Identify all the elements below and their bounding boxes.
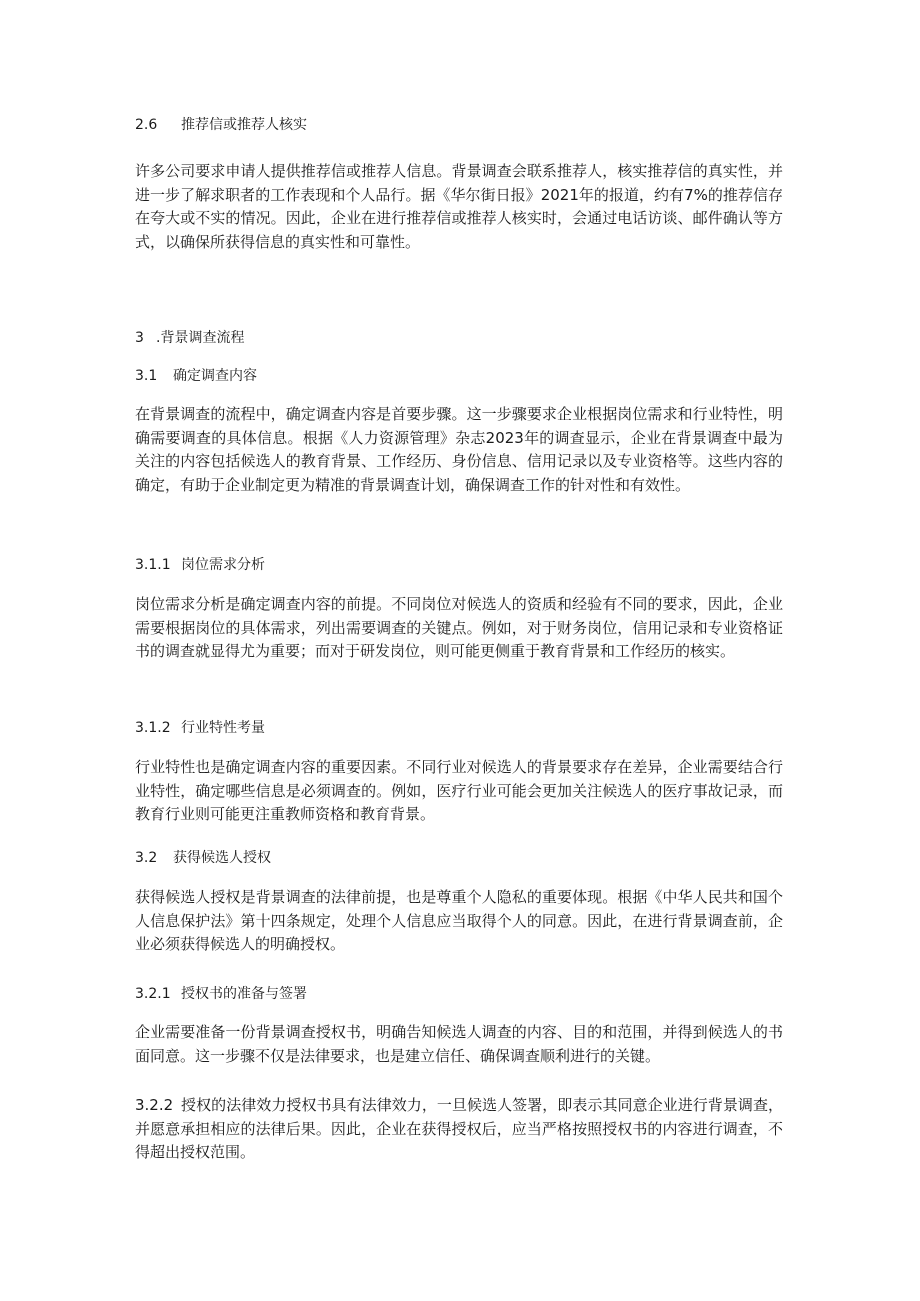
paragraph-3-1-2: 行业特性也是确定调查内容的重要因素。不同行业对候选人的背景要求存在差异，企业需要结合行业特性，确定哪些信息是必须调查的。例如，医疗行业可能会更加关注候选人的医疗事故记录，而教育行业则可能更注重教师资格和教育背景。 (135, 758, 783, 824)
heading-number: 3 (135, 330, 144, 346)
paragraph-3-2-2-text: 授权的法律效力授权书具有法律效力，一旦候选人签署，即表示其同意企业进行背景调查，并愿意承担相应的法律后果。因此，企业在获得授权后，应当严格按照授权书的内容进行调查，不得超出授权范围。 (135, 1096, 783, 1162)
heading-3-1-2 (135, 718, 265, 738)
heading-title: 行业特性考量 (181, 720, 265, 736)
heading-number: 3.2.1 (135, 986, 171, 1002)
heading-number: 3.1.2 (135, 720, 171, 736)
paragraph-3-1-1: 岗位需求分析是确定调查内容的前提。不同岗位对候选人的资质和经验有不同的要求，因此，企业需要根据岗位的具体需求，列出需要调查的关键点。例如，对于财务岗位，信用记录和专业资格证书的调查就显得尤为重要；而对于研发岗位，则可能更侧重于教育背景和工作经历的核实。 (135, 595, 783, 661)
heading-3-1-1 (135, 555, 265, 575)
heading-title: 岗位需求分析 (181, 557, 265, 573)
heading-title: 确定调查内容 (173, 368, 257, 384)
heading-title: 授权书的准备与签署 (181, 986, 307, 1002)
heading-3-2 (135, 848, 271, 868)
heading-title: 获得候选人授权 (173, 850, 271, 866)
heading-2-6 (135, 115, 307, 135)
paragraph-3-2-2 (135, 1094, 783, 1165)
heading-title: 推荐信或推荐人核实 (181, 117, 307, 133)
paragraph-2-6: 许多公司要求申请人提供推荐信或推荐人信息。背景调查会联系推荐人，核实推荐信的真实性，并进一步了解求职者的工作表现和个人品行。据《华尔街日报》2021年的报道，约有7%的推荐信存在夸大或不实的情况。因此，企业在进行推荐信或推荐人核实时，会通过电话访谈、邮件确认等方式，以确保所获得信息的真实性和可靠性。 (135, 162, 783, 251)
heading-3-1 (135, 366, 257, 386)
heading-number: 3.2.2 (135, 1096, 174, 1114)
heading-3 (135, 328, 244, 348)
heading-number: 3.1 (135, 368, 158, 384)
heading-number: 3.1.1 (135, 557, 171, 573)
paragraph-3-2: 获得候选人授权是背景调查的法律前提，也是尊重个人隐私的重要体现。根据《中华人民共和国个人信息保护法》第十四条规定，处理个人信息应当取得个人的同意。因此，在进行背景调查前，企业必须获得候选人的明确授权。 (135, 888, 783, 954)
heading-number: 3.2 (135, 850, 158, 866)
paragraph-3-2-1: 企业需要准备一份背景调查授权书，明确告知候选人调查的内容、目的和范围，并得到候选人的书面同意。这一步骤不仅是法律要求，也是建立信任、确保调查顺利进行的关键。 (135, 1023, 783, 1065)
heading-title: .背景调查流程 (156, 330, 245, 346)
paragraph-3-1: 在背景调查的流程中，确定调查内容是首要步骤。这一步骤要求企业根据岗位需求和行业特性，明确需要调查的具体信息。根据《人力资源管理》杂志2023年的调查显示，企业在背景调查中最为关注的内容包括候选人的教育背景、工作经历、身份信息、信用记录以及专业资格等。这些内容的确定，有助于企业制定更为精准的背景调查计划，确保调查工作的针对性和有效性。 (135, 405, 783, 494)
heading-3-2-1 (135, 984, 307, 1004)
heading-number: 2.6 (135, 117, 158, 133)
